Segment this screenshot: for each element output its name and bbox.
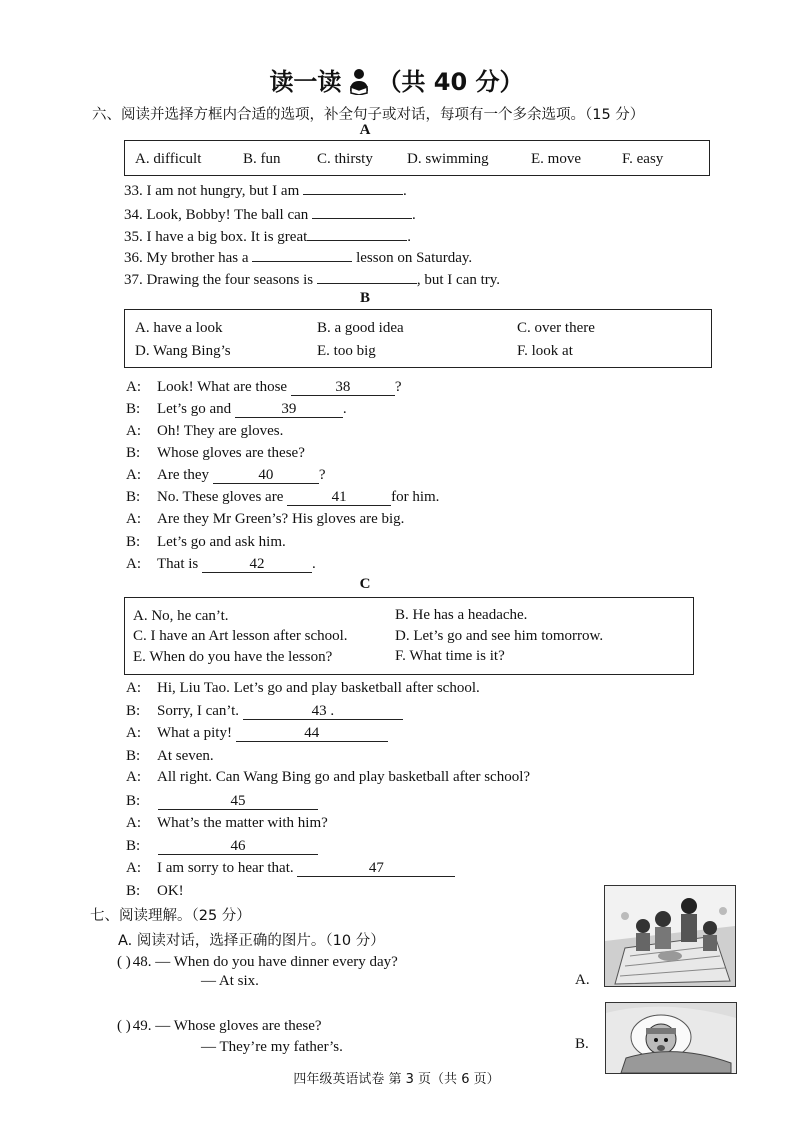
answer-blank[interactable]	[307, 226, 407, 241]
speaker: A:	[126, 815, 141, 831]
dialogue-line: Look! What are those 38 ?	[157, 379, 402, 395]
speaker: B:	[126, 534, 141, 550]
option-b: B. a good idea	[317, 320, 404, 336]
speaker: B:	[126, 793, 141, 809]
question-48: ( ) 48. — When do you have dinner every day?	[117, 954, 398, 970]
answer-blank[interactable]	[317, 269, 417, 284]
dialogue-line: OK!	[157, 883, 184, 899]
speaker: A:	[126, 680, 141, 696]
answer-blank-46[interactable]: 46	[158, 838, 318, 855]
dialogue-line: What a pity! 44	[157, 725, 388, 742]
question-35: 35. I have a big box. It is great .	[124, 226, 411, 246]
part-c-letter: C	[359, 576, 371, 592]
dialogue-line: Hi, Liu Tao. Let’s go and play basketball after school.	[157, 680, 480, 696]
option-d: D. Let’s go and see him tomorrow.	[395, 628, 604, 644]
reading-person-icon	[345, 67, 373, 95]
speaker: B:	[126, 748, 141, 764]
answer-blank[interactable]	[303, 180, 403, 195]
dialogue-line: Are they 40 ?	[157, 467, 326, 483]
answer-paren[interactable]: ( )	[117, 954, 131, 970]
answer-blank[interactable]	[312, 204, 412, 219]
picture-label-a: A.	[575, 972, 590, 988]
picture-label-b: B.	[575, 1036, 589, 1052]
option-b: B. He has a headache.	[395, 607, 528, 623]
speaker: B:	[126, 401, 141, 417]
dialogue-line: Oh! They are gloves.	[157, 423, 284, 439]
option-b: B. fun	[243, 151, 281, 167]
option-f: F. look at	[517, 343, 573, 359]
dialogue-line: That is 42 .	[157, 556, 316, 572]
option-a: A. have a look	[135, 320, 223, 336]
part-b-letter: B	[359, 290, 370, 306]
answer-blank-41[interactable]: 41	[287, 489, 391, 506]
section-7-heading: 七、阅读理解。（25 分）	[90, 908, 251, 924]
speaker: B:	[126, 838, 141, 854]
part-a-letter: A	[359, 122, 371, 138]
dialogue-line: What’s the matter with him?	[157, 815, 328, 831]
speaker: B:	[126, 489, 141, 505]
answer-blank-40[interactable]: 40	[213, 467, 319, 484]
picnic-family-image	[604, 885, 736, 987]
option-c: C. over there	[517, 320, 595, 336]
part-a-options-box	[124, 140, 710, 176]
speaker: A:	[126, 379, 141, 395]
answer-blank-42[interactable]: 42	[202, 556, 312, 573]
option-d: D. Wang Bing’s	[135, 343, 231, 359]
section-7a-instruction: A. 阅读对话，选择正确的图片。（10 分）	[118, 933, 385, 949]
option-f: F. What time is it?	[395, 648, 505, 664]
dialogue-line	[158, 838, 318, 855]
dialogue-line	[158, 793, 318, 810]
option-c: C. thirsty	[317, 151, 373, 167]
answer-blank-39[interactable]: 39	[235, 401, 343, 418]
dialogue-line: I am sorry to hear that. 47	[157, 860, 455, 877]
option-e: E. too big	[317, 343, 376, 359]
dialogue-line: Sorry, I can’t. 43 .	[157, 703, 403, 720]
speaker: A:	[126, 423, 141, 439]
question-36: 36. My brother has a lesson on Saturday.	[124, 247, 472, 267]
question-48-answer: — At six.	[201, 973, 259, 989]
sick-child-image	[605, 1002, 737, 1074]
dialogue-line: At seven.	[157, 748, 214, 764]
speaker: A:	[126, 556, 141, 572]
answer-paren[interactable]: ( )	[117, 1018, 131, 1034]
dialogue-line: No. These gloves are 41 for him.	[157, 489, 440, 505]
dialogue-line: All right. Can Wang Bing go and play basketball after school?	[157, 769, 531, 785]
answer-blank-43[interactable]: 43 .	[243, 703, 403, 720]
option-d: D. swimming	[407, 151, 489, 167]
page-title: 读一读 （共 40 分）	[269, 68, 524, 96]
part-c-options-box	[124, 597, 694, 675]
speaker: A:	[126, 860, 141, 876]
dialogue-line: Let’s go and ask him.	[157, 534, 286, 550]
section-6-heading: 六、阅读并选择方框内合适的选项，补全句子或对话，每项有一个多余选项。（15 分）	[92, 107, 645, 123]
speaker: A:	[126, 725, 141, 741]
option-c: C. I have an Art lesson after school.	[133, 628, 348, 644]
option-a: A. difficult	[135, 151, 202, 167]
speaker: A:	[126, 769, 141, 785]
speaker: B:	[126, 445, 141, 461]
question-34: 34. Look, Bobby! The ball can .	[124, 204, 416, 224]
page-footer: 四年级英语试卷 第 3 页（共 6 页）	[293, 1072, 500, 1087]
answer-blank-47[interactable]: 47	[297, 860, 455, 877]
speaker: B:	[126, 883, 141, 899]
answer-blank-38[interactable]: 38	[291, 379, 395, 396]
question-49: ( ) 49. — Whose gloves are these?	[117, 1018, 322, 1034]
speaker: A:	[126, 467, 141, 483]
part-b-options-box	[124, 309, 712, 368]
dialogue-line: Let’s go and 39 .	[157, 401, 347, 417]
option-a: A. No, he can’t.	[133, 608, 229, 624]
speaker: A:	[126, 511, 141, 527]
speaker: B:	[126, 703, 141, 719]
answer-blank-44[interactable]: 44	[236, 725, 388, 742]
option-f: F. easy	[622, 151, 664, 167]
question-37: 37. Drawing the four seasons is , but I can try.	[124, 269, 500, 289]
answer-blank[interactable]	[252, 247, 352, 262]
question-49-answer: — They’re my father’s.	[201, 1039, 343, 1055]
dialogue-line: Are they Mr Green’s? His gloves are big.	[157, 511, 405, 527]
answer-blank-45[interactable]: 45	[158, 793, 318, 810]
option-e: E. move	[531, 151, 581, 167]
dialogue-line: Whose gloves are these?	[157, 445, 305, 461]
option-e: E. When do you have the lesson?	[133, 649, 333, 665]
question-33: 33. I am not hungry, but I am .	[124, 180, 407, 200]
